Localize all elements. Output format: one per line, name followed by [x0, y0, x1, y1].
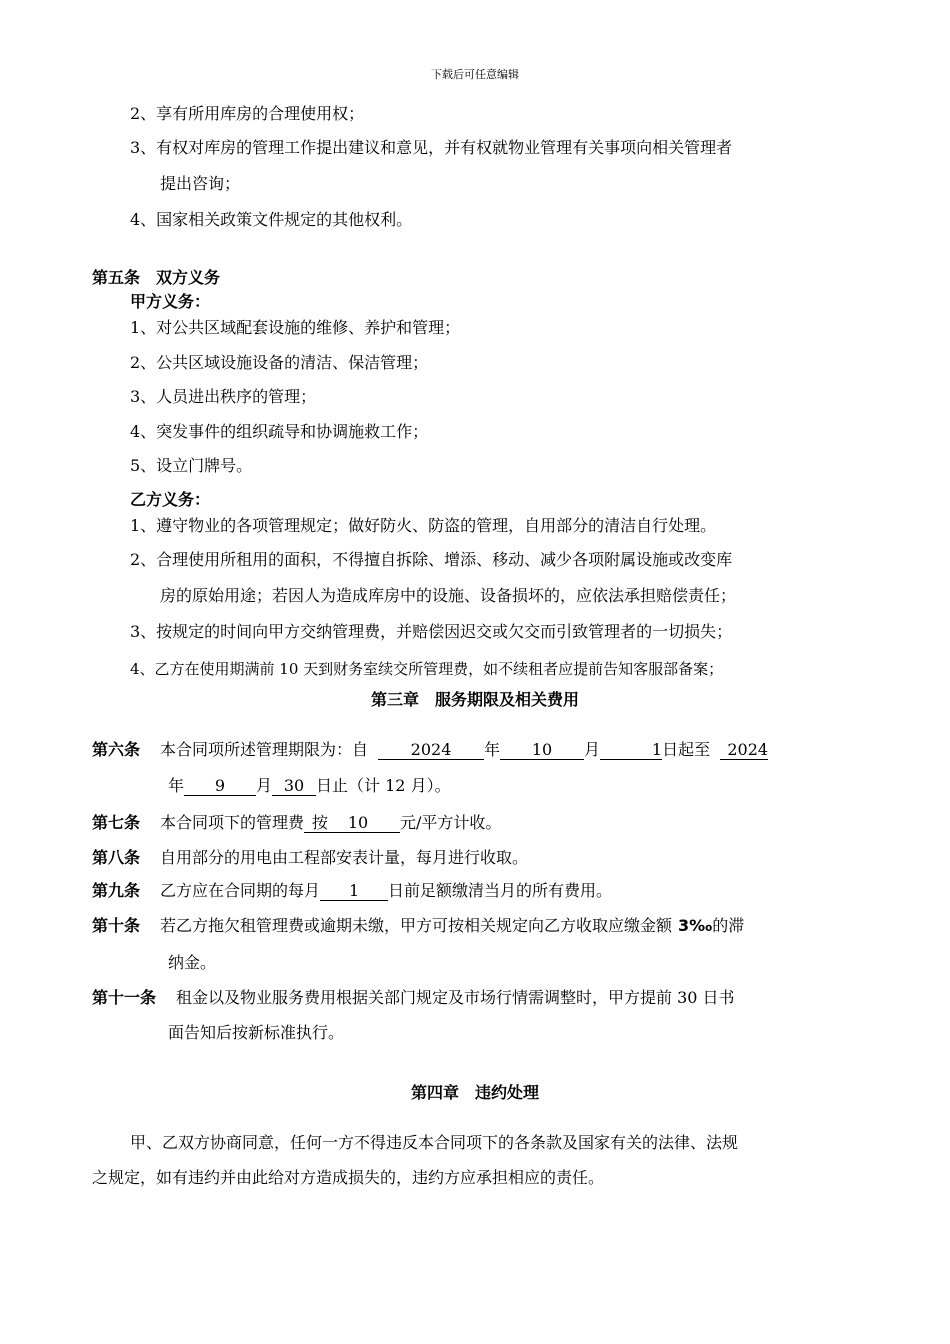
- party-a-item-4: 4、突发事件的组织疏导和协调施救工作；: [130, 422, 429, 441]
- rights-item-2: 2、享有所用库房的合理使用权；: [130, 104, 365, 123]
- article-5-title: 第五条 双方义务: [92, 268, 221, 287]
- party-b-obligations-title: 乙方义务：: [130, 490, 211, 509]
- article-7-unit: 元/平方计收。: [400, 813, 502, 832]
- end-month-field: 9: [184, 776, 256, 796]
- article-10: [92, 916, 744, 936]
- article-11-cont: 面告知后按新标准执行。: [168, 1023, 345, 1042]
- rights-item-3-cont: 提出咨询；: [160, 174, 241, 193]
- start-year-field: 2024: [378, 740, 484, 760]
- party-a-item-1: 1、对公共区域配套设施的维修、养护和管理；: [130, 318, 461, 337]
- article-8-text: 自用部分的用电由工程部安表计量，每月进行收取。: [160, 848, 529, 867]
- payment-day-field: 1: [320, 881, 388, 901]
- late-fee-rate: 3‰: [678, 916, 713, 935]
- article-7: [92, 813, 501, 833]
- header-note: 下载后可任意编辑: [431, 68, 519, 81]
- article-6: [92, 740, 768, 760]
- fee-by: 按: [311, 813, 328, 832]
- article-7-text: 本合同项下的管理费: [160, 813, 305, 832]
- article-7-label: 第七条: [92, 813, 141, 832]
- from-text: 日起至: [662, 740, 711, 759]
- party-b-item-1: 1、遵守物业的各项管理规定；做好防火、防盗的管理，自用部分的清洁自行处理。: [130, 516, 717, 535]
- party-a-item-2: 2、公共区域设施设备的清洁、保洁管理；: [130, 353, 429, 372]
- chapter-4-title: 第四章 违约处理: [410, 1083, 539, 1102]
- chapter-3-title: 第三章 服务期限及相关费用: [370, 690, 579, 709]
- party-a-obligations-title: 甲方义务：: [130, 292, 211, 311]
- article-10-cont: 纳金。: [168, 953, 217, 972]
- article-6-text: 本合同项所述管理期限为：自: [160, 740, 369, 759]
- party-b-item-2-cont: 房的原始用途；若因人为造成库房中的设施、设备损坏的，应依法承担赔偿责任；: [160, 586, 737, 605]
- party-b-item-2: 2、合理使用所租用的面积，不得擅自拆除、增添、移动、减少各项附属设施或改变库: [130, 550, 733, 569]
- breach-paragraph-line-2: 之规定，如有违约并由此给对方造成损失的，违约方应承担相应的责任。: [92, 1168, 605, 1187]
- party-a-item-3: 3、人员进出秩序的管理；: [130, 387, 317, 406]
- breach-paragraph-line-1: 甲、乙双方协商同意，任何一方不得违反本合同项下的各条款及国家有关的法律、法规: [130, 1133, 739, 1152]
- month-unit-2: 月: [256, 776, 273, 795]
- article-10-text-2: 的滞: [712, 916, 745, 935]
- year-unit-2: 年: [168, 776, 185, 795]
- article-11-text: 租金以及物业服务费用根据关部门规定及市场行情需调整时，甲方提前 30 日书: [176, 988, 735, 1007]
- article-11: [92, 988, 735, 1008]
- article-11-label: 第十一条: [92, 988, 157, 1007]
- end-text: 日止（计 12 月）。: [316, 776, 451, 795]
- rights-item-4: 4、国家相关政策文件规定的其他权利。: [130, 210, 413, 229]
- article-9-label: 第九条: [92, 881, 141, 900]
- rights-item-3: 3、有权对库房的管理工作提出建议和意见，并有权就物业管理有关事项向相关管理者: [130, 138, 733, 157]
- fee-field: [304, 813, 400, 833]
- article-9-text-2: 日前足额缴清当月的所有费用。: [388, 881, 613, 900]
- article-10-label: 第十条: [92, 916, 141, 935]
- start-day-field: 1: [600, 740, 662, 760]
- party-a-item-5: 5、设立门牌号。: [130, 456, 253, 475]
- party-b-item-4: 4、乙方在使用期满前 10 天到财务室续交所管理费，如不续租者应提前告知客服部备案；: [130, 660, 724, 678]
- fee-value: 10: [347, 813, 369, 832]
- month-unit: 月: [584, 740, 601, 759]
- end-day-field: 30: [272, 776, 316, 796]
- party-b-item-3: 3、按规定的时间向甲方交纳管理费，并赔偿因迟交或欠交而引致管理者的一切损失；: [130, 622, 733, 641]
- start-month-field: 10: [500, 740, 584, 760]
- article-6-label: 第六条: [92, 740, 141, 759]
- article-6-cont: [168, 776, 451, 796]
- article-8-label: 第八条: [92, 848, 141, 867]
- end-year-field: 2024: [720, 740, 768, 760]
- article-9-text: 乙方应在合同期的每月: [160, 881, 321, 900]
- article-10-text: 若乙方拖欠租管理费或逾期未缴，甲方可按相关规定向乙方收取应缴金额: [160, 916, 673, 935]
- article-8: [92, 848, 528, 868]
- year-unit: 年: [484, 740, 501, 759]
- article-9: [92, 881, 612, 901]
